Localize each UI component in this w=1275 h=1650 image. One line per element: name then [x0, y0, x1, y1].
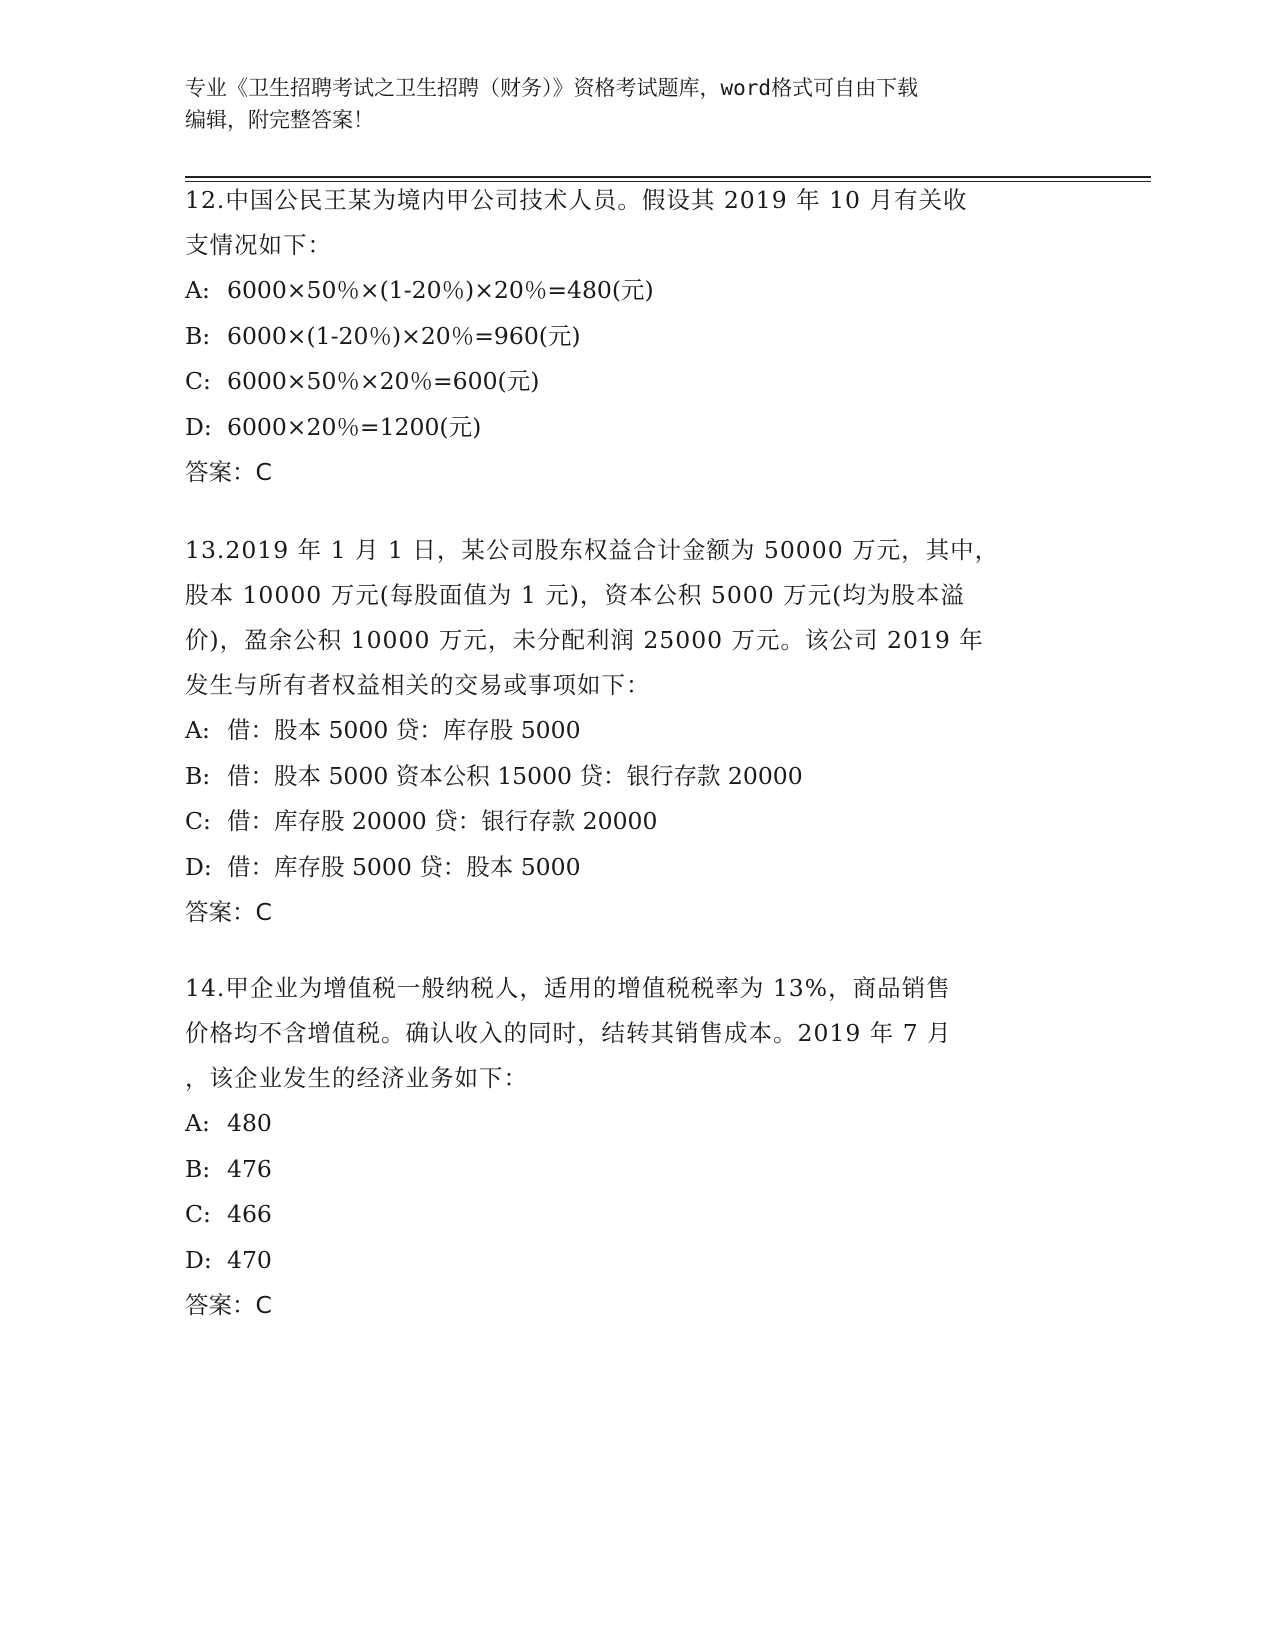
option-d: [185, 845, 1085, 891]
option-key: C:: [185, 367, 211, 395]
document-header: [185, 72, 1065, 136]
question-14: [185, 966, 1085, 1328]
question-stem-line: 13.2019 年 1 月 1 日，某公司股东权益合计金额为 50000 万元，其中，: [185, 536, 1000, 564]
option-b: [185, 754, 1085, 800]
option-text: 6000×20％=1200(元): [227, 412, 482, 441]
question-stem-line: ，该企业发生的经济业务如下：: [185, 1064, 528, 1092]
question-13: [185, 528, 1085, 935]
answer-line: 答案：C: [185, 458, 272, 486]
header-line-1: 专业《卫生招聘考试之卫生招聘（财务）》资格考试题库，word格式可自由下载: [185, 76, 919, 100]
option-key: B:: [185, 1154, 211, 1183]
question-stem-line: 发生与所有者权益相关的交易或事项如下：: [185, 671, 651, 699]
option-a: [185, 268, 1085, 314]
option-b: [185, 1147, 1085, 1193]
question-stem-line: 支情况如下：: [185, 231, 332, 259]
header-line-2: 编辑，附完整答案！: [185, 108, 374, 132]
option-text: 6000×50％×20％=600(元): [227, 367, 540, 395]
option-key: A:: [185, 276, 210, 304]
option-text: 借：库存股 20000 贷：银行存款 20000: [227, 807, 658, 835]
option-c: [185, 799, 1085, 845]
option-key: A:: [185, 716, 210, 744]
option-c: [185, 359, 1085, 405]
option-d: [185, 405, 1085, 451]
option-text: 借：股本 5000 资本公积 15000 贷：银行存款 20000: [227, 761, 803, 790]
option-text: 6000×(1-20％)×20％=960(元): [227, 321, 581, 350]
question-stem-line: 14.甲企业为增值税一般纳税人，适用的增值税税率为 13%，商品销售: [185, 974, 951, 1002]
option-a: [185, 708, 1085, 754]
option-d: [185, 1238, 1085, 1284]
question-stem-line: 12.中国公民王某为境内甲公司技术人员。假设其 2019 年 10 月有关收: [185, 186, 968, 214]
answer-line: 答案：C: [185, 1291, 272, 1319]
option-key: D:: [185, 1245, 212, 1274]
option-a: [185, 1101, 1085, 1147]
option-c: [185, 1192, 1085, 1238]
option-key: B:: [185, 321, 211, 350]
option-text: 借：股本 5000 贷：库存股 5000: [227, 716, 581, 744]
option-key: A:: [185, 1109, 210, 1137]
option-text: 480: [227, 1109, 272, 1137]
question-stem-line: 股本 10000 万元(每股面值为 1 元)，资本公积 5000 万元(均为股本溢: [185, 581, 965, 609]
option-key: D:: [185, 412, 212, 441]
option-key: C:: [185, 807, 211, 835]
option-key: D:: [185, 852, 212, 881]
question-stem-line: 价格均不含增值税。确认收入的同时，结转其销售成本。2019 年 7 月: [185, 1019, 952, 1047]
option-key: C:: [185, 1200, 211, 1228]
option-key: B:: [185, 761, 211, 790]
option-text: 借：库存股 5000 贷：股本 5000: [227, 852, 581, 881]
option-text: 470: [227, 1245, 272, 1274]
option-text: 476: [227, 1154, 272, 1183]
question-stem-line: 价)，盈余公积 10000 万元，未分配利润 25000 万元。该公司 2019 年: [185, 626, 984, 654]
question-12: [185, 178, 1085, 495]
option-b: [185, 314, 1085, 360]
answer-line: 答案：C: [185, 898, 272, 926]
option-text: 466: [227, 1200, 272, 1228]
option-text: 6000×50％×(1-20％)×20％=480(元): [227, 276, 654, 304]
